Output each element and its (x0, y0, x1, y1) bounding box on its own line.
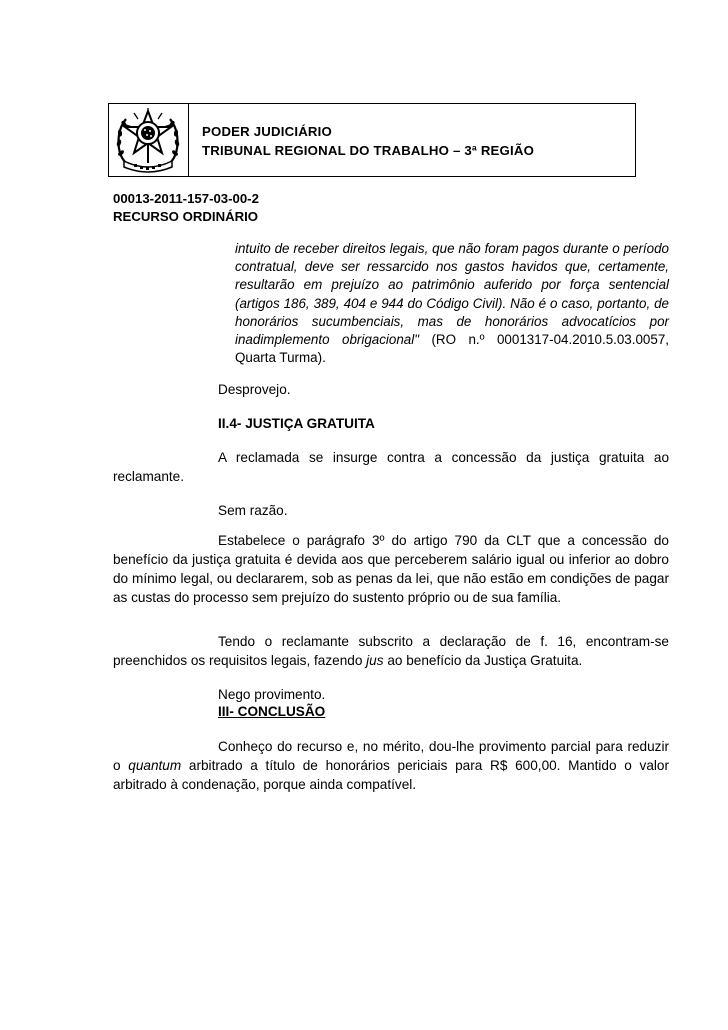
section-heading-justica-gratuita: II.4- JUSTIÇA GRATUITA (218, 416, 375, 431)
paragraph-conclusao (113, 737, 669, 794)
p4-text-b: arbitrado a título de honorários periciais para R$ 600,00. Mantido o valor arbitrado à condenação, porque ainda compatível. (113, 758, 669, 792)
quoted-precedent (235, 240, 669, 367)
case-meta (113, 190, 259, 226)
sem-razao-text: Sem razão. (218, 503, 288, 518)
header-text (202, 122, 534, 160)
quote-citation: (RO n.º 0001317-04.2010.5.03.0057, Quarta Turma). (235, 332, 669, 366)
p3-text-a: Tendo o reclamante subscrito a declaração de f. 16, encontram-se preenchidos os requisitos legais, fazendo (113, 634, 669, 668)
nego-provimento-text: Nego provimento. (218, 687, 326, 702)
quote-text: intuito de receber direitos legais, que não foram pagos durante o período contratual, deve ser ressarcido nos gastos havidos que, certamente, resultarão em prejuízo ao patrimônio auferido por força sentencial (artigos 186, 389, 404 e 944 do Código Civil). Não é o caso, portanto, de honorários sucumbenciais, mas de honorários advocatícios por inadimplemento obrigacional" (235, 241, 669, 348)
header-line-tribunal: TRIBUNAL REGIONAL DO TRABALHO – 3ª REGIÃO (202, 143, 535, 158)
jus-term: jus (366, 653, 384, 668)
paragraph-reclamada: A reclamada se insurge contra a concessão da justiça gratuita ao reclamante. (113, 450, 669, 484)
header-line-judiciary: PODER JUDICIÁRIO (202, 124, 332, 139)
brazil-coat-of-arms-icon (112, 105, 184, 175)
header-divider (188, 103, 189, 177)
paragraph-declaracao (113, 632, 669, 670)
p3-text-b: ao benefício da Justiça Gratuita. (383, 653, 583, 668)
case-number: 00013-2011-157-03-00-2 (113, 191, 259, 206)
paragraph-clt-790: Estabelece o parágrafo 3º do artigo 790 da CLT que a concessão do benefício da justiça gratuita é devida aos que perceberem salário igual ou inferior ao dobro do mínimo legal, ou declararem, sob as penas da lei, que não estão em condições de pagar as custas do processo sem prejuízo do sustento próprio ou de sua família. (113, 533, 669, 605)
section-heading-conclusao: III- CONCLUSÃO (218, 704, 326, 719)
case-type: RECURSO ORDINÁRIO (113, 209, 259, 224)
quantum-term: quantum (128, 758, 182, 773)
p4-text-a: Conheço do recurso e, no mérito, dou-lhe provimento parcial para reduzir o (113, 739, 669, 773)
desprovejo-text: Desprovejo. (218, 382, 291, 397)
